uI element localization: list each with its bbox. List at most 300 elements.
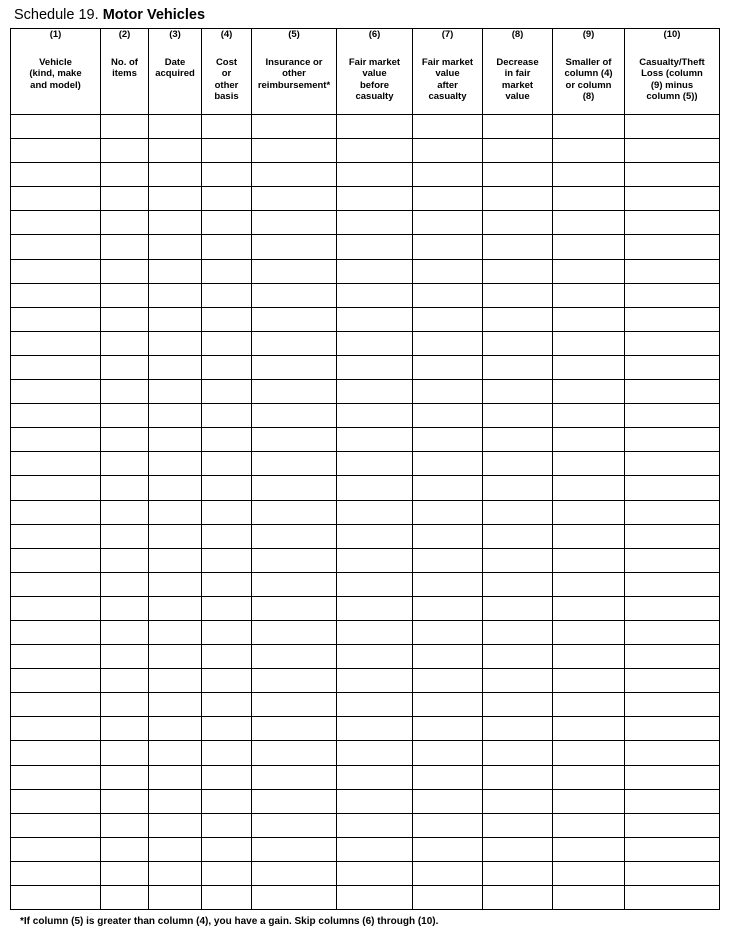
entry-cell-r26-c6[interactable] (337, 717, 413, 741)
entry-cell-r20-c7[interactable] (413, 572, 483, 596)
entry-cell-r14-c7[interactable] (413, 428, 483, 452)
entry-cell-r20-c2[interactable] (101, 572, 149, 596)
entry-cell-r20-c3[interactable] (149, 572, 202, 596)
entry-cell-r16-c6[interactable] (337, 476, 413, 500)
entry-cell-r31-c10[interactable] (625, 837, 720, 861)
entry-cell-r31-c7[interactable] (413, 837, 483, 861)
entry-cell-r29-c7[interactable] (413, 789, 483, 813)
entry-cell-r1-c9[interactable] (553, 115, 625, 139)
entry-cell-r8-c1[interactable] (11, 283, 101, 307)
entry-cell-r27-c3[interactable] (149, 741, 202, 765)
entry-cell-r21-c4[interactable] (202, 596, 252, 620)
entry-cell-r12-c7[interactable] (413, 380, 483, 404)
entry-cell-r22-c5[interactable] (252, 620, 337, 644)
entry-cell-r19-c10[interactable] (625, 548, 720, 572)
entry-cell-r18-c1[interactable] (11, 524, 101, 548)
entry-cell-r25-c6[interactable] (337, 693, 413, 717)
entry-cell-r2-c3[interactable] (149, 139, 202, 163)
entry-cell-r6-c6[interactable] (337, 235, 413, 259)
entry-cell-r20-c10[interactable] (625, 572, 720, 596)
entry-cell-r31-c4[interactable] (202, 837, 252, 861)
entry-cell-r7-c4[interactable] (202, 259, 252, 283)
entry-cell-r2-c1[interactable] (11, 139, 101, 163)
entry-cell-r17-c4[interactable] (202, 500, 252, 524)
entry-cell-r21-c1[interactable] (11, 596, 101, 620)
entry-cell-r18-c2[interactable] (101, 524, 149, 548)
entry-cell-r1-c7[interactable] (413, 115, 483, 139)
entry-cell-r33-c4[interactable] (202, 886, 252, 910)
entry-cell-r30-c5[interactable] (252, 813, 337, 837)
entry-cell-r17-c6[interactable] (337, 500, 413, 524)
entry-cell-r23-c2[interactable] (101, 645, 149, 669)
entry-cell-r15-c7[interactable] (413, 452, 483, 476)
entry-cell-r17-c9[interactable] (553, 500, 625, 524)
entry-cell-r15-c1[interactable] (11, 452, 101, 476)
entry-cell-r21-c8[interactable] (483, 596, 553, 620)
entry-cell-r33-c1[interactable] (11, 886, 101, 910)
entry-cell-r25-c4[interactable] (202, 693, 252, 717)
entry-cell-r13-c1[interactable] (11, 404, 101, 428)
entry-cell-r31-c5[interactable] (252, 837, 337, 861)
entry-cell-r5-c1[interactable] (11, 211, 101, 235)
entry-cell-r31-c6[interactable] (337, 837, 413, 861)
entry-cell-r23-c5[interactable] (252, 645, 337, 669)
entry-cell-r2-c8[interactable] (483, 139, 553, 163)
entry-cell-r27-c2[interactable] (101, 741, 149, 765)
entry-cell-r5-c2[interactable] (101, 211, 149, 235)
entry-cell-r9-c1[interactable] (11, 307, 101, 331)
entry-cell-r7-c10[interactable] (625, 259, 720, 283)
entry-cell-r33-c8[interactable] (483, 886, 553, 910)
entry-cell-r15-c5[interactable] (252, 452, 337, 476)
entry-cell-r14-c1[interactable] (11, 428, 101, 452)
entry-cell-r21-c9[interactable] (553, 596, 625, 620)
entry-cell-r3-c6[interactable] (337, 163, 413, 187)
entry-cell-r19-c2[interactable] (101, 548, 149, 572)
entry-cell-r8-c4[interactable] (202, 283, 252, 307)
entry-cell-r17-c5[interactable] (252, 500, 337, 524)
entry-cell-r26-c8[interactable] (483, 717, 553, 741)
entry-cell-r18-c10[interactable] (625, 524, 720, 548)
entry-cell-r8-c10[interactable] (625, 283, 720, 307)
entry-cell-r16-c5[interactable] (252, 476, 337, 500)
entry-cell-r17-c10[interactable] (625, 500, 720, 524)
entry-cell-r8-c7[interactable] (413, 283, 483, 307)
entry-cell-r3-c8[interactable] (483, 163, 553, 187)
entry-cell-r6-c5[interactable] (252, 235, 337, 259)
entry-cell-r6-c7[interactable] (413, 235, 483, 259)
entry-cell-r22-c7[interactable] (413, 620, 483, 644)
entry-cell-r22-c3[interactable] (149, 620, 202, 644)
entry-cell-r3-c9[interactable] (553, 163, 625, 187)
entry-cell-r18-c8[interactable] (483, 524, 553, 548)
entry-cell-r26-c3[interactable] (149, 717, 202, 741)
entry-cell-r22-c10[interactable] (625, 620, 720, 644)
entry-cell-r19-c4[interactable] (202, 548, 252, 572)
entry-cell-r3-c10[interactable] (625, 163, 720, 187)
entry-cell-r29-c3[interactable] (149, 789, 202, 813)
entry-cell-r6-c2[interactable] (101, 235, 149, 259)
entry-cell-r4-c5[interactable] (252, 187, 337, 211)
entry-cell-r2-c7[interactable] (413, 139, 483, 163)
entry-cell-r17-c1[interactable] (11, 500, 101, 524)
entry-cell-r19-c8[interactable] (483, 548, 553, 572)
entry-cell-r30-c2[interactable] (101, 813, 149, 837)
entry-cell-r19-c9[interactable] (553, 548, 625, 572)
entry-cell-r29-c1[interactable] (11, 789, 101, 813)
entry-cell-r6-c3[interactable] (149, 235, 202, 259)
entry-cell-r3-c1[interactable] (11, 163, 101, 187)
entry-cell-r32-c9[interactable] (553, 861, 625, 885)
entry-cell-r24-c9[interactable] (553, 669, 625, 693)
entry-cell-r11-c9[interactable] (553, 355, 625, 379)
entry-cell-r28-c9[interactable] (553, 765, 625, 789)
entry-cell-r10-c7[interactable] (413, 331, 483, 355)
entry-cell-r12-c1[interactable] (11, 380, 101, 404)
entry-cell-r20-c8[interactable] (483, 572, 553, 596)
entry-cell-r27-c5[interactable] (252, 741, 337, 765)
entry-cell-r11-c1[interactable] (11, 355, 101, 379)
entry-cell-r28-c2[interactable] (101, 765, 149, 789)
entry-cell-r23-c1[interactable] (11, 645, 101, 669)
entry-cell-r7-c3[interactable] (149, 259, 202, 283)
entry-cell-r24-c10[interactable] (625, 669, 720, 693)
entry-cell-r30-c7[interactable] (413, 813, 483, 837)
entry-cell-r16-c4[interactable] (202, 476, 252, 500)
entry-cell-r14-c5[interactable] (252, 428, 337, 452)
entry-cell-r9-c10[interactable] (625, 307, 720, 331)
entry-cell-r31-c9[interactable] (553, 837, 625, 861)
entry-cell-r26-c1[interactable] (11, 717, 101, 741)
entry-cell-r16-c8[interactable] (483, 476, 553, 500)
entry-cell-r2-c5[interactable] (252, 139, 337, 163)
entry-cell-r15-c9[interactable] (553, 452, 625, 476)
entry-cell-r33-c9[interactable] (553, 886, 625, 910)
entry-cell-r14-c2[interactable] (101, 428, 149, 452)
entry-cell-r11-c3[interactable] (149, 355, 202, 379)
entry-cell-r24-c8[interactable] (483, 669, 553, 693)
entry-cell-r9-c4[interactable] (202, 307, 252, 331)
entry-cell-r12-c10[interactable] (625, 380, 720, 404)
entry-cell-r11-c6[interactable] (337, 355, 413, 379)
entry-cell-r10-c9[interactable] (553, 331, 625, 355)
entry-cell-r10-c4[interactable] (202, 331, 252, 355)
entry-cell-r10-c1[interactable] (11, 331, 101, 355)
entry-cell-r11-c10[interactable] (625, 355, 720, 379)
entry-cell-r9-c9[interactable] (553, 307, 625, 331)
entry-cell-r33-c7[interactable] (413, 886, 483, 910)
entry-cell-r5-c6[interactable] (337, 211, 413, 235)
entry-cell-r5-c4[interactable] (202, 211, 252, 235)
entry-cell-r1-c3[interactable] (149, 115, 202, 139)
entry-cell-r4-c4[interactable] (202, 187, 252, 211)
entry-cell-r13-c9[interactable] (553, 404, 625, 428)
entry-cell-r3-c5[interactable] (252, 163, 337, 187)
entry-cell-r6-c1[interactable] (11, 235, 101, 259)
entry-cell-r3-c7[interactable] (413, 163, 483, 187)
entry-cell-r10-c6[interactable] (337, 331, 413, 355)
entry-cell-r17-c3[interactable] (149, 500, 202, 524)
entry-cell-r2-c9[interactable] (553, 139, 625, 163)
entry-cell-r12-c6[interactable] (337, 380, 413, 404)
entry-cell-r25-c5[interactable] (252, 693, 337, 717)
entry-cell-r30-c9[interactable] (553, 813, 625, 837)
entry-cell-r19-c3[interactable] (149, 548, 202, 572)
entry-cell-r15-c3[interactable] (149, 452, 202, 476)
entry-cell-r26-c2[interactable] (101, 717, 149, 741)
entry-cell-r30-c1[interactable] (11, 813, 101, 837)
entry-cell-r12-c5[interactable] (252, 380, 337, 404)
entry-cell-r14-c9[interactable] (553, 428, 625, 452)
entry-cell-r31-c1[interactable] (11, 837, 101, 861)
entry-cell-r29-c6[interactable] (337, 789, 413, 813)
entry-cell-r26-c7[interactable] (413, 717, 483, 741)
entry-cell-r27-c6[interactable] (337, 741, 413, 765)
entry-cell-r32-c7[interactable] (413, 861, 483, 885)
entry-cell-r32-c1[interactable] (11, 861, 101, 885)
entry-cell-r33-c10[interactable] (625, 886, 720, 910)
entry-cell-r13-c8[interactable] (483, 404, 553, 428)
entry-cell-r28-c10[interactable] (625, 765, 720, 789)
entry-cell-r32-c2[interactable] (101, 861, 149, 885)
entry-cell-r12-c2[interactable] (101, 380, 149, 404)
entry-cell-r28-c4[interactable] (202, 765, 252, 789)
entry-cell-r8-c9[interactable] (553, 283, 625, 307)
entry-cell-r5-c9[interactable] (553, 211, 625, 235)
entry-cell-r25-c2[interactable] (101, 693, 149, 717)
entry-cell-r23-c7[interactable] (413, 645, 483, 669)
entry-cell-r29-c10[interactable] (625, 789, 720, 813)
entry-cell-r20-c1[interactable] (11, 572, 101, 596)
entry-cell-r28-c1[interactable] (11, 765, 101, 789)
entry-cell-r17-c2[interactable] (101, 500, 149, 524)
entry-cell-r14-c8[interactable] (483, 428, 553, 452)
entry-cell-r23-c8[interactable] (483, 645, 553, 669)
entry-cell-r4-c1[interactable] (11, 187, 101, 211)
entry-cell-r4-c8[interactable] (483, 187, 553, 211)
entry-cell-r28-c6[interactable] (337, 765, 413, 789)
entry-cell-r29-c5[interactable] (252, 789, 337, 813)
entry-cell-r7-c1[interactable] (11, 259, 101, 283)
entry-cell-r3-c2[interactable] (101, 163, 149, 187)
entry-cell-r20-c6[interactable] (337, 572, 413, 596)
entry-cell-r13-c2[interactable] (101, 404, 149, 428)
entry-cell-r27-c1[interactable] (11, 741, 101, 765)
entry-cell-r7-c5[interactable] (252, 259, 337, 283)
entry-cell-r20-c4[interactable] (202, 572, 252, 596)
entry-cell-r4-c9[interactable] (553, 187, 625, 211)
entry-cell-r10-c3[interactable] (149, 331, 202, 355)
entry-cell-r14-c6[interactable] (337, 428, 413, 452)
entry-cell-r27-c7[interactable] (413, 741, 483, 765)
entry-cell-r30-c3[interactable] (149, 813, 202, 837)
entry-cell-r30-c6[interactable] (337, 813, 413, 837)
entry-cell-r31-c3[interactable] (149, 837, 202, 861)
entry-cell-r19-c1[interactable] (11, 548, 101, 572)
entry-cell-r28-c7[interactable] (413, 765, 483, 789)
entry-cell-r21-c3[interactable] (149, 596, 202, 620)
entry-cell-r15-c10[interactable] (625, 452, 720, 476)
entry-cell-r25-c3[interactable] (149, 693, 202, 717)
entry-cell-r32-c10[interactable] (625, 861, 720, 885)
entry-cell-r7-c6[interactable] (337, 259, 413, 283)
entry-cell-r18-c5[interactable] (252, 524, 337, 548)
entry-cell-r5-c10[interactable] (625, 211, 720, 235)
entry-cell-r16-c7[interactable] (413, 476, 483, 500)
entry-cell-r10-c2[interactable] (101, 331, 149, 355)
entry-cell-r8-c5[interactable] (252, 283, 337, 307)
entry-cell-r10-c8[interactable] (483, 331, 553, 355)
entry-cell-r24-c4[interactable] (202, 669, 252, 693)
entry-cell-r19-c7[interactable] (413, 548, 483, 572)
entry-cell-r22-c8[interactable] (483, 620, 553, 644)
entry-cell-r1-c8[interactable] (483, 115, 553, 139)
entry-cell-r16-c3[interactable] (149, 476, 202, 500)
entry-cell-r24-c5[interactable] (252, 669, 337, 693)
entry-cell-r21-c2[interactable] (101, 596, 149, 620)
entry-cell-r1-c2[interactable] (101, 115, 149, 139)
entry-cell-r11-c8[interactable] (483, 355, 553, 379)
entry-cell-r19-c5[interactable] (252, 548, 337, 572)
entry-cell-r30-c8[interactable] (483, 813, 553, 837)
entry-cell-r11-c7[interactable] (413, 355, 483, 379)
entry-cell-r13-c4[interactable] (202, 404, 252, 428)
entry-cell-r25-c9[interactable] (553, 693, 625, 717)
entry-cell-r9-c5[interactable] (252, 307, 337, 331)
entry-cell-r5-c7[interactable] (413, 211, 483, 235)
entry-cell-r23-c4[interactable] (202, 645, 252, 669)
entry-cell-r22-c4[interactable] (202, 620, 252, 644)
entry-cell-r22-c2[interactable] (101, 620, 149, 644)
entry-cell-r28-c5[interactable] (252, 765, 337, 789)
entry-cell-r33-c6[interactable] (337, 886, 413, 910)
entry-cell-r15-c6[interactable] (337, 452, 413, 476)
entry-cell-r25-c7[interactable] (413, 693, 483, 717)
entry-cell-r23-c10[interactable] (625, 645, 720, 669)
entry-cell-r4-c3[interactable] (149, 187, 202, 211)
entry-cell-r19-c6[interactable] (337, 548, 413, 572)
entry-cell-r4-c6[interactable] (337, 187, 413, 211)
entry-cell-r28-c8[interactable] (483, 765, 553, 789)
entry-cell-r21-c7[interactable] (413, 596, 483, 620)
entry-cell-r21-c5[interactable] (252, 596, 337, 620)
entry-cell-r17-c7[interactable] (413, 500, 483, 524)
entry-cell-r24-c1[interactable] (11, 669, 101, 693)
entry-cell-r22-c6[interactable] (337, 620, 413, 644)
entry-cell-r9-c8[interactable] (483, 307, 553, 331)
entry-cell-r29-c4[interactable] (202, 789, 252, 813)
entry-cell-r32-c4[interactable] (202, 861, 252, 885)
entry-cell-r16-c10[interactable] (625, 476, 720, 500)
entry-cell-r18-c6[interactable] (337, 524, 413, 548)
entry-cell-r4-c7[interactable] (413, 187, 483, 211)
entry-cell-r27-c9[interactable] (553, 741, 625, 765)
entry-cell-r15-c2[interactable] (101, 452, 149, 476)
entry-cell-r9-c2[interactable] (101, 307, 149, 331)
entry-cell-r6-c9[interactable] (553, 235, 625, 259)
entry-cell-r33-c2[interactable] (101, 886, 149, 910)
entry-cell-r8-c2[interactable] (101, 283, 149, 307)
entry-cell-r27-c4[interactable] (202, 741, 252, 765)
entry-cell-r2-c10[interactable] (625, 139, 720, 163)
entry-cell-r1-c6[interactable] (337, 115, 413, 139)
entry-cell-r24-c6[interactable] (337, 669, 413, 693)
entry-cell-r9-c3[interactable] (149, 307, 202, 331)
entry-cell-r7-c8[interactable] (483, 259, 553, 283)
entry-cell-r7-c2[interactable] (101, 259, 149, 283)
entry-cell-r5-c3[interactable] (149, 211, 202, 235)
entry-cell-r21-c10[interactable] (625, 596, 720, 620)
entry-cell-r6-c10[interactable] (625, 235, 720, 259)
entry-cell-r23-c6[interactable] (337, 645, 413, 669)
entry-cell-r8-c8[interactable] (483, 283, 553, 307)
entry-cell-r24-c2[interactable] (101, 669, 149, 693)
entry-cell-r6-c4[interactable] (202, 235, 252, 259)
entry-cell-r14-c10[interactable] (625, 428, 720, 452)
entry-cell-r5-c8[interactable] (483, 211, 553, 235)
entry-cell-r13-c10[interactable] (625, 404, 720, 428)
entry-cell-r2-c2[interactable] (101, 139, 149, 163)
entry-cell-r18-c4[interactable] (202, 524, 252, 548)
entry-cell-r2-c4[interactable] (202, 139, 252, 163)
entry-cell-r8-c6[interactable] (337, 283, 413, 307)
entry-cell-r16-c9[interactable] (553, 476, 625, 500)
entry-cell-r25-c1[interactable] (11, 693, 101, 717)
entry-cell-r32-c5[interactable] (252, 861, 337, 885)
entry-cell-r20-c9[interactable] (553, 572, 625, 596)
entry-cell-r29-c2[interactable] (101, 789, 149, 813)
entry-cell-r23-c9[interactable] (553, 645, 625, 669)
entry-cell-r7-c7[interactable] (413, 259, 483, 283)
entry-cell-r1-c5[interactable] (252, 115, 337, 139)
entry-cell-r14-c3[interactable] (149, 428, 202, 452)
entry-cell-r16-c1[interactable] (11, 476, 101, 500)
entry-cell-r24-c3[interactable] (149, 669, 202, 693)
entry-cell-r20-c5[interactable] (252, 572, 337, 596)
entry-cell-r18-c9[interactable] (553, 524, 625, 548)
entry-cell-r8-c3[interactable] (149, 283, 202, 307)
entry-cell-r12-c3[interactable] (149, 380, 202, 404)
entry-cell-r13-c7[interactable] (413, 404, 483, 428)
entry-cell-r31-c8[interactable] (483, 837, 553, 861)
entry-cell-r13-c6[interactable] (337, 404, 413, 428)
entry-cell-r31-c2[interactable] (101, 837, 149, 861)
entry-cell-r7-c9[interactable] (553, 259, 625, 283)
entry-cell-r25-c8[interactable] (483, 693, 553, 717)
entry-cell-r22-c1[interactable] (11, 620, 101, 644)
entry-cell-r4-c2[interactable] (101, 187, 149, 211)
entry-cell-r26-c4[interactable] (202, 717, 252, 741)
entry-cell-r18-c3[interactable] (149, 524, 202, 548)
entry-cell-r24-c7[interactable] (413, 669, 483, 693)
entry-cell-r15-c8[interactable] (483, 452, 553, 476)
entry-cell-r13-c3[interactable] (149, 404, 202, 428)
entry-cell-r1-c1[interactable] (11, 115, 101, 139)
entry-cell-r30-c10[interactable] (625, 813, 720, 837)
entry-cell-r32-c8[interactable] (483, 861, 553, 885)
entry-cell-r1-c10[interactable] (625, 115, 720, 139)
entry-cell-r29-c9[interactable] (553, 789, 625, 813)
entry-cell-r9-c7[interactable] (413, 307, 483, 331)
entry-cell-r3-c3[interactable] (149, 163, 202, 187)
entry-cell-r12-c4[interactable] (202, 380, 252, 404)
entry-cell-r5-c5[interactable] (252, 211, 337, 235)
entry-cell-r22-c9[interactable] (553, 620, 625, 644)
entry-cell-r15-c4[interactable] (202, 452, 252, 476)
entry-cell-r9-c6[interactable] (337, 307, 413, 331)
entry-cell-r26-c10[interactable] (625, 717, 720, 741)
entry-cell-r13-c5[interactable] (252, 404, 337, 428)
